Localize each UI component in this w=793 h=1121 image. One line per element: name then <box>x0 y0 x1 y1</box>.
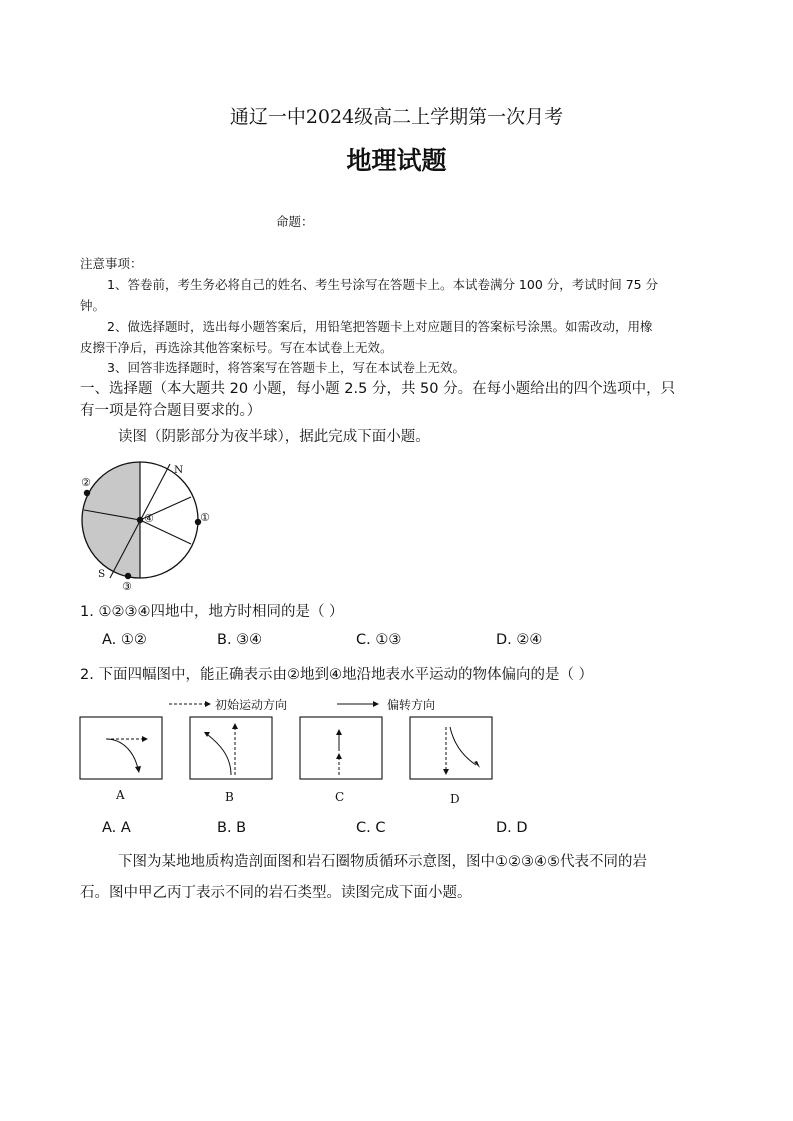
exam-title: 通辽一中2024级高二上学期第一次月考 <box>229 106 564 128</box>
globe-figure <box>78 456 220 594</box>
q2-option-b[interactable]: B. B <box>217 820 247 836</box>
q2-legend <box>165 694 465 714</box>
notice-item-3: 3、回答非选择题时，将答案写在答题卡上，写在本试卷上无效。 <box>107 360 465 375</box>
panel-a <box>80 717 162 779</box>
label-point-3: ③ <box>122 580 132 593</box>
legend-dashed-arrowhead <box>205 701 211 707</box>
point-2-dot <box>84 490 90 496</box>
author-label: 命题： <box>276 214 314 229</box>
panel-label-b: B <box>225 790 234 804</box>
notice-item-2-line-2: 皮擦干净后，再选涂其他答案标号。写在本试卷上无效。 <box>80 340 393 355</box>
q2-option-a[interactable]: A. A <box>102 820 131 836</box>
notice-item-1-line-1: 1、答卷前，考生务必将自己的姓名、考生号涂写在答题卡上。本试卷满分 100 分，考试时间 75 分 <box>107 277 659 292</box>
panel-label-c: C <box>335 790 345 804</box>
label-point-4: ④ <box>144 512 154 525</box>
point-4-dot <box>137 517 143 523</box>
section1-heading-line-1: 一、选择题（本大题共 20 小题，每小题 2.5 分，共 50 分。在每小题给出的四个选项中，只 <box>80 381 676 397</box>
notice-item-1-line-2: 钟。 <box>80 298 106 313</box>
point-3-dot <box>125 573 131 579</box>
label-point-1: ① <box>200 511 210 524</box>
q1-option-d[interactable]: D. ②④ <box>496 632 543 648</box>
q1-stem: 1. ①②③④四地中，地方时相同的是（ ） <box>80 604 344 620</box>
group2-intro-line-2: 石。图中甲乙丙丁表示不同的岩石类型。读图完成下面小题。 <box>80 885 472 901</box>
q1-option-c[interactable]: C. ①③ <box>356 632 402 648</box>
subject-title: 地理试题 <box>346 146 447 175</box>
panel-b <box>190 717 272 779</box>
notice-heading: 注意事项： <box>80 256 143 271</box>
label-point-2: ② <box>81 476 91 489</box>
panel-label-d: D <box>450 792 460 806</box>
q2-stem: 2. 下面四幅图中，能正确表示由②地到④地沿地表水平运动的物体偏向的是（ ） <box>80 667 594 683</box>
group1-intro: 读图（阴影部分为夜半球），据此完成下面小题。 <box>118 429 430 445</box>
legend-initial-label: 初始运动方向 <box>215 698 288 712</box>
section1-heading-line-2: 有一项是符合题目要求的。） <box>80 403 262 419</box>
panel-c <box>300 717 382 779</box>
panel-d <box>410 717 492 779</box>
label-s: S <box>98 568 106 580</box>
legend-deflect-label: 偏转方向 <box>387 698 436 712</box>
q2-option-d[interactable]: D. D <box>496 820 528 836</box>
q1-option-b[interactable]: B. ③④ <box>217 632 263 648</box>
panel-label-a: A <box>116 788 125 802</box>
legend-solid-arrowhead <box>373 701 379 707</box>
q2-panels <box>78 715 498 807</box>
q1-option-a[interactable]: A. ①② <box>102 632 147 648</box>
group2-intro-line-1: 下图为某地地质构造剖面图和岩石圈物质循环示意图，图中①②③④⑤代表不同的岩 <box>118 854 647 870</box>
label-n: N <box>174 464 184 476</box>
q2-option-c[interactable]: C. C <box>356 820 386 836</box>
notice-item-2-line-1: 2、做选择题时，选出每小题答案后，用铅笔把答题卡上对应题目的答案标号涂黑。如需改动，用橡 <box>107 319 653 334</box>
